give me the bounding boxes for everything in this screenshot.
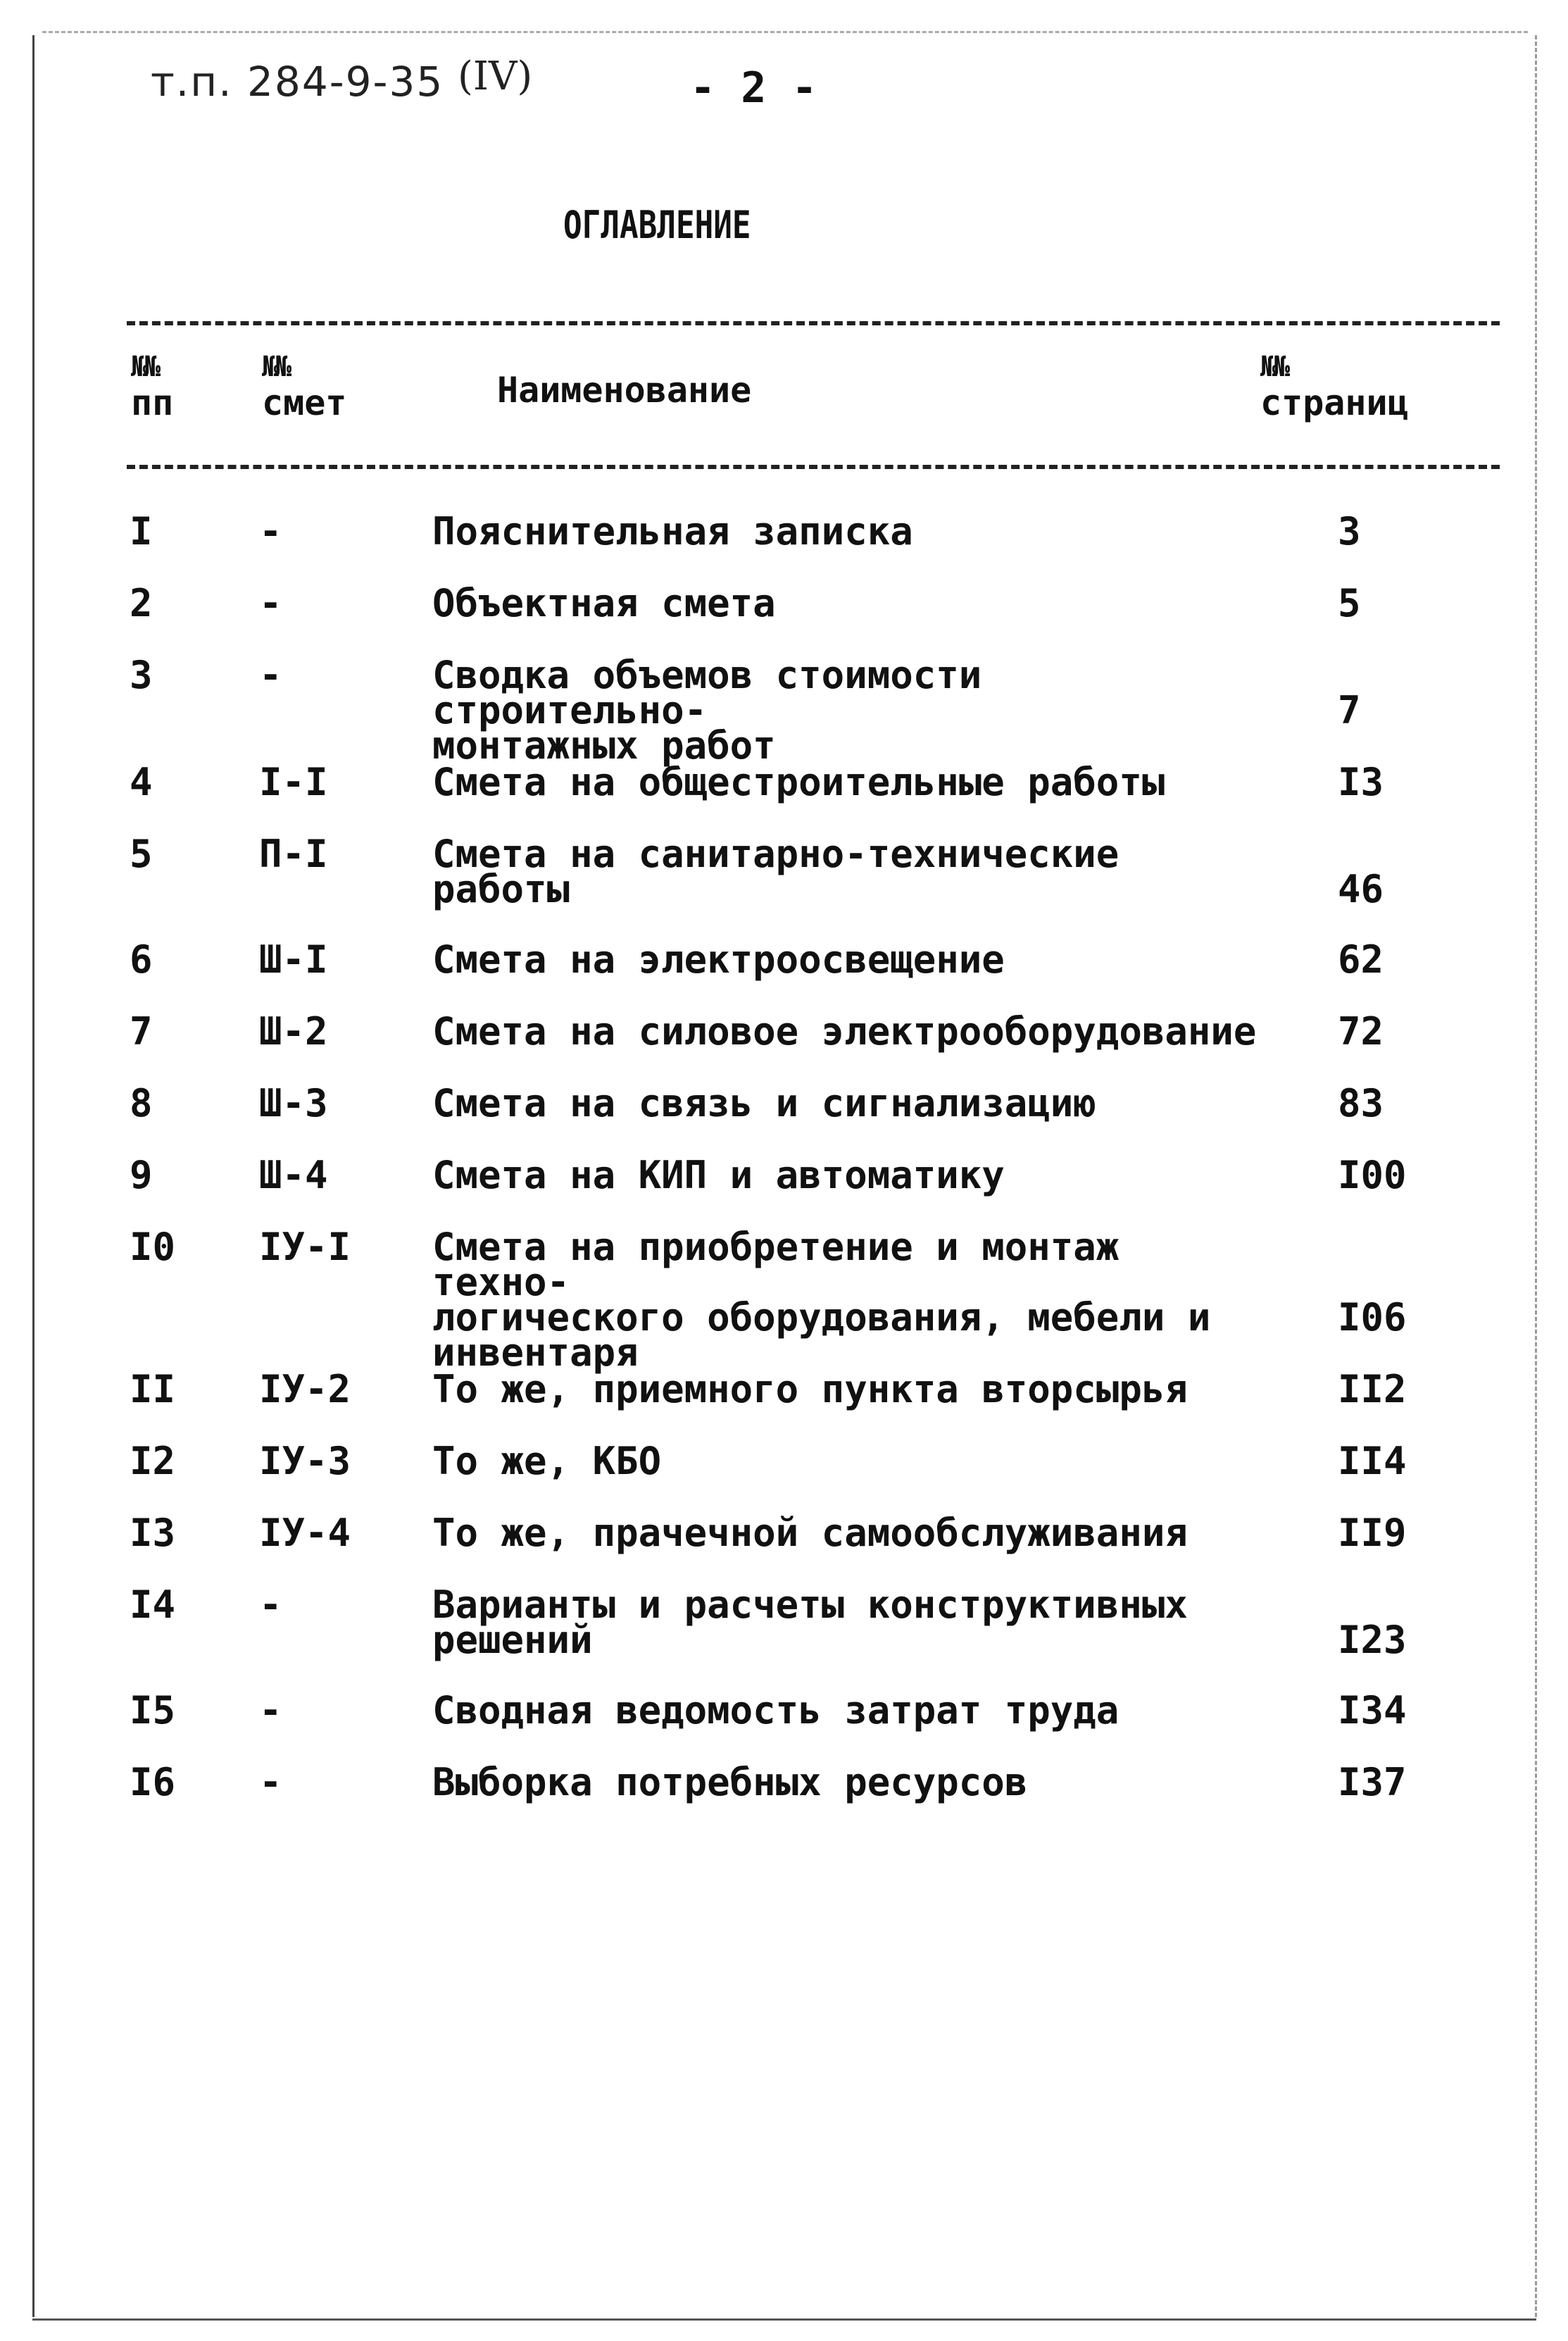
- column-pages-label: страниц: [1260, 382, 1409, 423]
- row-page: 46: [1338, 867, 1384, 911]
- row-estimate: Ш-2: [259, 1009, 328, 1054]
- row-page: II9: [1338, 1511, 1407, 1555]
- row-number: I2: [130, 1439, 176, 1483]
- row-name: Смета на КИП и автоматику: [432, 1153, 1005, 1197]
- row-estimate: IУ-I: [259, 1225, 351, 1269]
- row-number: 2: [130, 581, 153, 625]
- row-name: Смета на силовое электрооборудование: [432, 1009, 1257, 1054]
- row-estimate: I-I: [259, 760, 328, 804]
- row-name: Варианты и расчеты конструктивных решений: [432, 1582, 1188, 1662]
- column-estimate-label: смет: [262, 382, 347, 423]
- column-header-name: Наименование: [497, 370, 752, 411]
- row-number: 4: [130, 760, 153, 804]
- row-page: 83: [1338, 1081, 1384, 1125]
- row-page: I37: [1338, 1760, 1407, 1804]
- row-page: 72: [1338, 1009, 1384, 1054]
- row-number: 6: [130, 937, 153, 982]
- row-page: 5: [1338, 581, 1361, 625]
- row-estimate: П-I: [259, 832, 328, 876]
- row-page: 62: [1338, 937, 1384, 982]
- row-name: Объектная смета: [432, 581, 776, 625]
- row-number: I: [130, 509, 153, 554]
- row-name: Смета на санитарно-технические работы: [432, 832, 1119, 911]
- row-number: 9: [130, 1153, 153, 1197]
- row-page: 7: [1338, 688, 1361, 732]
- row-number: II: [130, 1367, 176, 1411]
- row-name: Выборка потребных ресурсов: [432, 1760, 1028, 1804]
- toc-title: ОГЛАВЛЕНИЕ: [563, 203, 751, 247]
- column-header-estimate: [262, 351, 346, 423]
- row-name: Смета на приобретение и монтаж техно- логического оборудования, мебели и инвентаря: [432, 1225, 1211, 1375]
- row-number: I6: [130, 1760, 176, 1804]
- row-estimate: -: [259, 509, 282, 554]
- row-estimate: Ш-I: [259, 937, 328, 982]
- column-estimate-sign: №№: [262, 351, 288, 383]
- row-estimate: IУ-2: [259, 1367, 351, 1411]
- row-name: Смета на связь и сигнализацию: [432, 1081, 1096, 1125]
- column-header-number: [131, 351, 173, 423]
- row-estimate: IУ-3: [259, 1439, 351, 1483]
- page-frame-left: [32, 35, 35, 2317]
- column-number-label: пп: [131, 382, 174, 423]
- row-number: 7: [130, 1009, 153, 1054]
- row-page: II2: [1338, 1367, 1407, 1411]
- row-page: I00: [1338, 1153, 1407, 1197]
- row-page: I06: [1338, 1295, 1407, 1340]
- row-number: I0: [130, 1225, 176, 1269]
- row-estimate: Ш-4: [259, 1153, 328, 1197]
- row-name: То же, прачечной самообслуживания: [432, 1511, 1188, 1555]
- row-name: Пояснительная записка: [432, 509, 913, 554]
- page-frame-bottom: [32, 2318, 1536, 2321]
- row-page: 3: [1338, 509, 1361, 554]
- column-number-sign: №№: [131, 351, 157, 383]
- column-header-pages: [1260, 351, 1409, 423]
- column-pages-sign: №№: [1260, 351, 1286, 383]
- row-page: I3: [1338, 760, 1384, 804]
- row-name: То же, приемного пункта вторсырья: [432, 1367, 1188, 1411]
- row-page: I23: [1338, 1618, 1407, 1662]
- row-number: 3: [130, 653, 153, 697]
- page-frame-right: [1535, 35, 1537, 2317]
- row-number: 5: [130, 832, 153, 876]
- row-estimate: -: [259, 581, 282, 625]
- document-code: т.п. 284-9-35: [151, 58, 444, 106]
- row-page: I34: [1338, 1688, 1407, 1733]
- row-estimate: Ш-3: [259, 1081, 328, 1125]
- row-name: Сводная ведомость затрат труда: [432, 1688, 1119, 1733]
- row-estimate: -: [259, 1760, 282, 1804]
- row-number: 8: [130, 1081, 153, 1125]
- row-name: То же, КБО: [432, 1439, 662, 1483]
- row-number: I3: [130, 1511, 176, 1555]
- row-estimate: -: [259, 1582, 282, 1627]
- row-name: Сводка объемов стоимости строительно- монтажных работ: [432, 653, 982, 768]
- page-number: - 2 -: [690, 63, 817, 113]
- row-number: I4: [130, 1582, 176, 1627]
- row-estimate: -: [259, 1688, 282, 1733]
- header-rule-top: [127, 321, 1500, 325]
- page-frame-top: [42, 31, 1528, 33]
- row-page: II4: [1338, 1439, 1407, 1483]
- row-estimate: -: [259, 653, 282, 697]
- row-name: Смета на электроосвещение: [432, 937, 1005, 982]
- document-variant: (IV): [458, 54, 533, 99]
- header-rule-bottom: [127, 465, 1500, 469]
- row-name: Смета на общестроительные работы: [432, 760, 1165, 804]
- row-number: I5: [130, 1688, 176, 1733]
- row-estimate: IУ-4: [259, 1511, 351, 1555]
